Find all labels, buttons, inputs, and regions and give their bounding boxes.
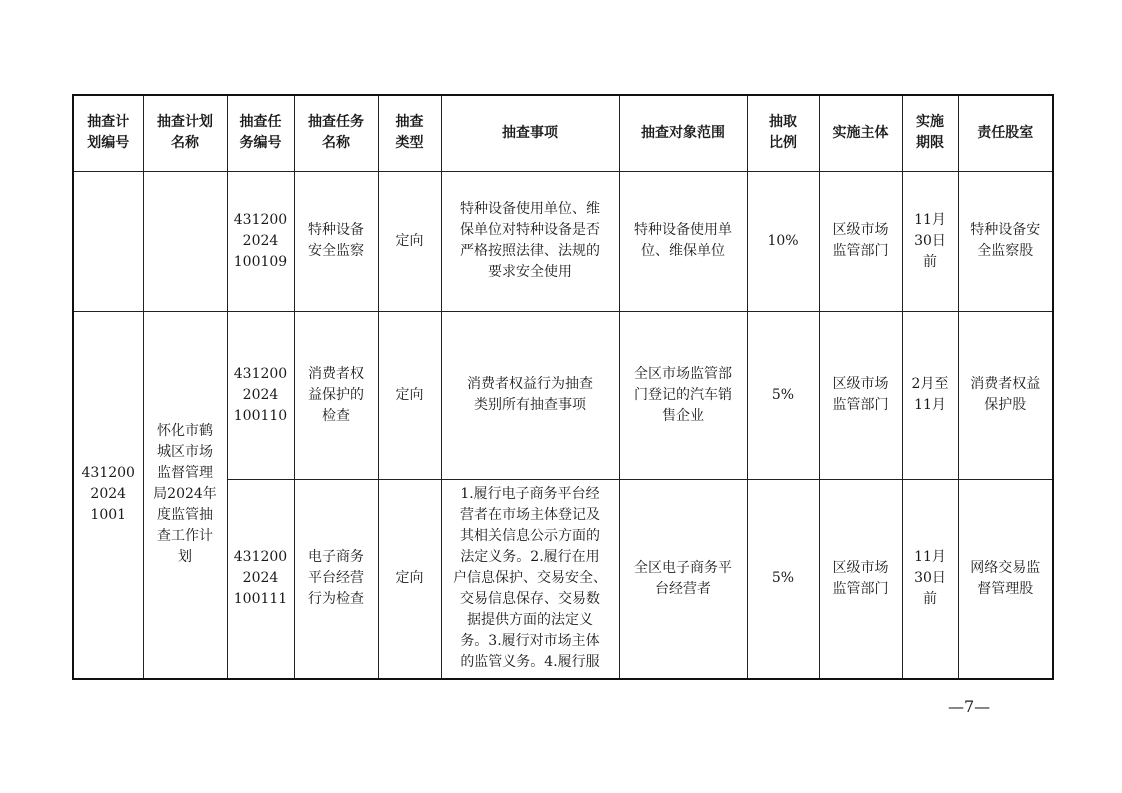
header-ratio: 抽取 比例 — [747, 95, 819, 171]
ratio-cell: 5% — [747, 311, 819, 479]
items-cell: 特种设备使用单位、维 保单位对特种设备是否 严格按照法律、法规的 要求安全使用 — [441, 171, 619, 311]
header-task-number: 抽查任 务编号 — [227, 95, 294, 171]
deadline-cell: 2月至 11月 — [902, 311, 958, 479]
executor-cell: 区级市场 监管部门 — [819, 171, 902, 311]
header-items: 抽查事项 — [441, 95, 619, 171]
plan-name-cell: 怀化市鹤 城区市场 监督管理 局2024年 度监管抽 查工作计 划 — [143, 311, 227, 679]
header-task-name: 抽查任务 名称 — [294, 95, 378, 171]
task-name-cell: 消费者权 益保护的 检查 — [294, 311, 378, 479]
task-number-cell: 431200 2024 100110 — [227, 311, 294, 479]
task-name-cell: 特种设备 安全监察 — [294, 171, 378, 311]
plan-name-empty-cell — [143, 171, 227, 311]
department-cell: 网络交易监 督管理股 — [958, 479, 1053, 679]
scope-cell: 全区市场监管部 门登记的汽车销 售企业 — [619, 311, 747, 479]
scope-cell: 全区电子商务平 台经营者 — [619, 479, 747, 679]
inspection-plan-table — [72, 94, 1054, 680]
header-plan-name: 抽查计划 名称 — [143, 95, 227, 171]
plan-number-cell: 431200 2024 1001 — [73, 311, 143, 679]
deadline-cell: 11月 30日 前 — [902, 171, 958, 311]
items-cell: 1.履行电子商务平台经 营者在市场主体登记及 其相关信息公示方面的 法定义务。2.履行在用 户信息保护、交易安全、 交易信息保存、交易数 据提供方面的法定义 务。3.履行对市场主体 的监管义务。4.履行服 — [441, 479, 619, 679]
plan-number-empty-cell — [73, 171, 143, 311]
plan-table-container — [72, 94, 1054, 680]
table-row — [73, 171, 1053, 311]
header-row — [73, 95, 1053, 171]
task-number-cell: 431200 2024 100109 — [227, 171, 294, 311]
department-cell: 消费者权益 保护股 — [958, 311, 1053, 479]
header-plan-number: 抽查计 划编号 — [73, 95, 143, 171]
type-cell: 定向 — [378, 479, 441, 679]
header-department: 责任股室 — [958, 95, 1053, 171]
type-cell: 定向 — [378, 171, 441, 311]
type-cell: 定向 — [378, 311, 441, 479]
executor-cell: 区级市场 监管部门 — [819, 311, 902, 479]
executor-cell: 区级市场 监管部门 — [819, 479, 902, 679]
deadline-cell: 11月 30日 前 — [902, 479, 958, 679]
department-cell: 特种设备安 全监察股 — [958, 171, 1053, 311]
page-number: —7— — [948, 697, 991, 716]
table-row — [73, 311, 1053, 479]
scope-cell: 特种设备使用单 位、维保单位 — [619, 171, 747, 311]
task-name-cell: 电子商务 平台经营 行为检查 — [294, 479, 378, 679]
header-deadline: 实施 期限 — [902, 95, 958, 171]
header-scope: 抽查对象范围 — [619, 95, 747, 171]
ratio-cell: 5% — [747, 479, 819, 679]
ratio-cell: 10% — [747, 171, 819, 311]
header-type: 抽查 类型 — [378, 95, 441, 171]
header-executor: 实施主体 — [819, 95, 902, 171]
items-cell: 消费者权益行为抽查 类别所有抽查事项 — [441, 311, 619, 479]
task-number-cell: 431200 2024 100111 — [227, 479, 294, 679]
